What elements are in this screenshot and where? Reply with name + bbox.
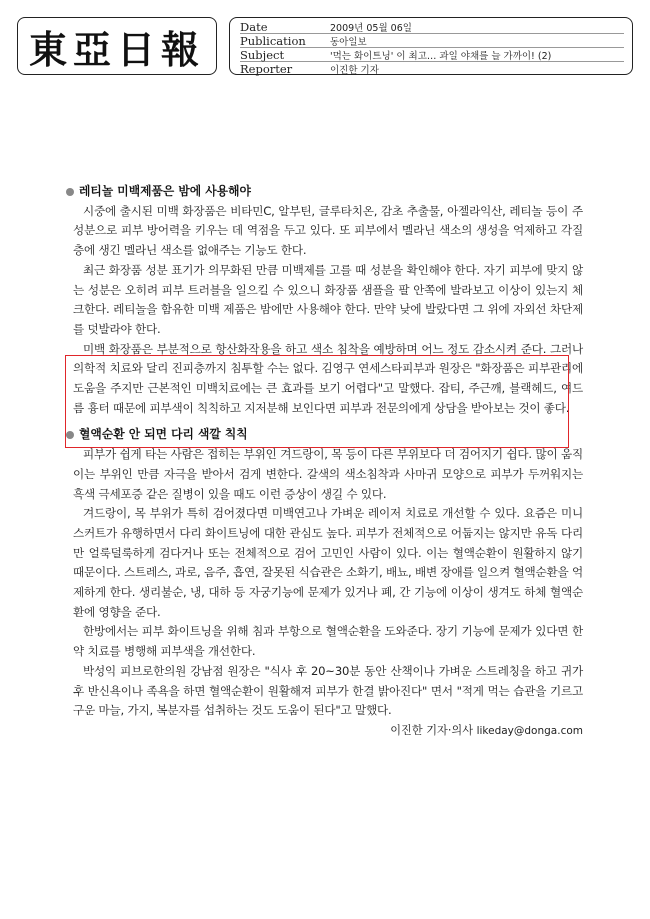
masthead-logo-box — [17, 17, 217, 75]
paragraph: 한방에서는 피부 화이트닝을 위해 침과 부항으로 혈액순환을 도와준다. 장기 기능에 문제가 있다면 한약 치료를 병행해 피부색을 개선한다. — [73, 624, 583, 659]
article-body — [73, 182, 583, 742]
paragraph: 시중에 출시된 미백 화장품은 비타민C, 알부틴, 글루타치온, 감초 추출물, 아젤라익산, 레티놀 등이 주성분으로 피부 방어력을 키우는 데 역점을 두고 있다. 또 피부에서 멜라닌 색소의 생성을 억제하고 각질층에 생긴 멜라닌 색소를 없애주는 기능도 한다. — [73, 203, 583, 258]
section-heading-text: 레티놀 미백제품은 밤에 사용해야 — [79, 184, 251, 198]
byline-email: likeday@donga.com — [476, 724, 583, 737]
date-value: 2009년 05월 06일 — [330, 22, 412, 34]
reporter-value: 이진한 기자 — [330, 64, 379, 76]
subject-value: '먹는 화이트닝' 이 최고… 과일 야채를 늘 가까이! (2) — [330, 50, 552, 62]
bullet-icon — [66, 431, 74, 439]
paragraph: 피부가 쉽게 타는 사람은 접히는 부위인 겨드랑이, 목 등이 다른 부위보다 더 검어지기 쉽다. 많이 움직이는 부위인 만큼 자극을 받아서 검게 변한다. 갈색의 색소침착과 사마귀 모양으로 피부가 두꺼워지는 흑색 극세포증 같은 질병이 있을 때도 이런 증상이 생길 수 있다. — [73, 447, 583, 501]
date-label: Date — [240, 19, 268, 34]
publication-label: Publication — [240, 33, 306, 48]
meta-row-subject — [240, 48, 624, 62]
section-heading — [66, 425, 583, 445]
reporter-label: Reporter — [240, 61, 293, 76]
bullet-icon — [66, 188, 74, 196]
meta-row-reporter — [240, 62, 624, 75]
spacer — [73, 418, 583, 425]
masthead-logo: 東亞日報 — [28, 26, 205, 72]
paragraph: 박성익 피브로한의원 강남점 원장은 "식사 후 20~30분 동안 산책이나 가벼운 스트레칭을 하고 귀가 후 반신욕이나 족욕을 하면 혈액순환이 원활해져 피부가 한결 밝아진다" 면서 "적게 먹는 습관을 기르고 구운 마늘, 가지, 복분자를 섭취하는 것도 도움이 된다"고 말했다. — [73, 663, 583, 718]
byline — [73, 721, 583, 742]
subject-label: Subject — [240, 47, 285, 62]
section-heading-text: 혈액순환 안 되면 다리 색깔 칙칙 — [79, 427, 248, 442]
paragraph: 최근 화장품 성분 표기가 의무화된 만큼 미백제를 고를 때 성분을 확인해야 한다. 자기 피부에 맞지 않는 성분은 오히려 피부 트러블을 일으킬 수 있으니 화장품 샘플을 팔 안쪽에 발라보고 이상이 있는지 체크한다. 레티놀을 함유한 미백 제품은 밤에만 사용해야 한다. 만약 낮에 발랐다면 그 위에 자외선 차단제를 덧발라야 한다. — [73, 262, 583, 336]
section-heading — [66, 182, 583, 202]
byline-name: 이진한 기자·의사 — [390, 723, 474, 737]
meta-row-date — [240, 20, 624, 34]
meta-row-publication — [240, 34, 624, 48]
paragraph: 미백 화장품은 부분적으로 항산화작용을 하고 색소 침착을 예방하며 어느 정도 감소시켜 준다. 그러나 의학적 치료와 달리 진피층까지 침투할 수는 없다. 김영구 연세스타피부과 원장은 "화장품은 피부관리에 도움을 주지만 근본적인 미백치료에는 큰 효과를 보기 어렵다"고 말했다. 잡티, 주근깨, 블랙헤드, 여드름 흉터 때문에 피부색이 칙칙하고 지저분해 보인다면 피부과 전문의에게 상담을 받아보는 것이 좋다. — [73, 341, 583, 415]
publication-value: 동아일보 — [330, 36, 367, 48]
paragraph: 겨드랑이, 목 부위가 특히 검어졌다면 미백연고나 가벼운 레이저 치료로 개선할 수 있다. 요즘은 미니스커트가 유행하면서 다리 화이트닝에 대한 관심도 높다. 피부가 전체적으로 어둡지는 않지만 유독 다리만 얼룩덜룩하게 검다거나 또는 전체적으로 검어 고민인 사람이 있다. 이는 혈액순환이 원활하지 않기 때문이다. 스트레스, 과로, 음주, 흡연, 잘못된 식습관은 소화기, 배뇨, 배변 장애를 일으켜 혈액순환을 억제하게 한다. 생리불순, 냉, 대하 등 자궁기능에 문제가 있거나 폐, 간 기능에 이상이 생겨도 하체 혈액순환에 영향을 준다. — [73, 506, 583, 619]
metadata-box — [229, 17, 633, 75]
